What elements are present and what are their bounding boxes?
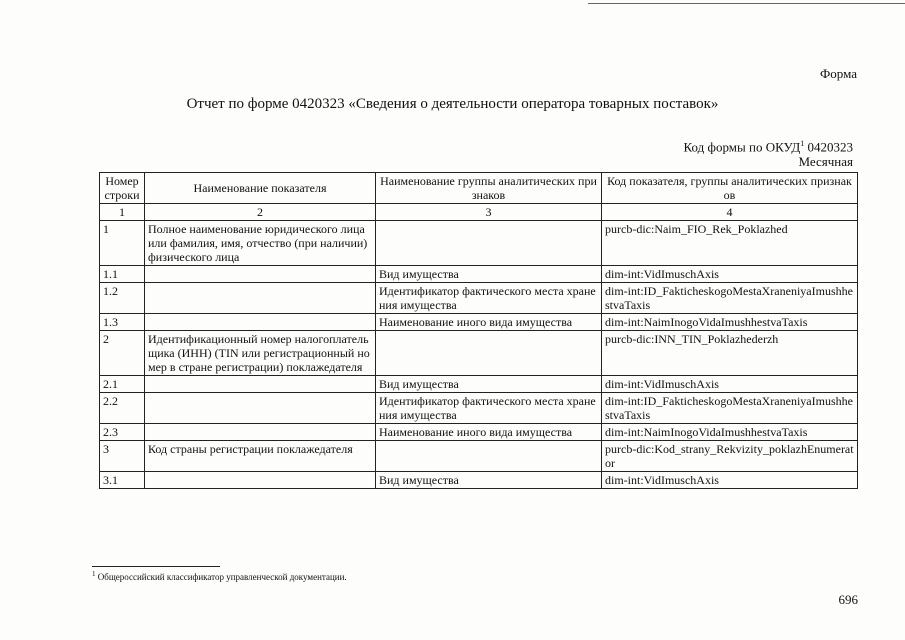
indicator-name: Полное наименование юридического лица или фамилия, имя, отчество (при наличии) физического лица	[145, 221, 376, 266]
row-number: 2.2	[100, 393, 145, 424]
column-number: 3	[376, 204, 602, 221]
table-row	[100, 424, 858, 441]
column-numbers-row	[100, 204, 858, 221]
header-row-number: Номер строки	[100, 173, 145, 204]
okud-label: Код формы по ОКУД	[683, 139, 801, 155]
footnote	[92, 570, 347, 582]
row-number: 2	[100, 331, 145, 376]
indicator-code: dim-int:ID_FakticheskogoMestaXraneniyaImushhestvaTaxis	[602, 393, 858, 424]
indicator-code: purcb-dic:INN_TIN_Poklazhederzh	[602, 331, 858, 376]
indicator-name	[145, 314, 376, 331]
row-number: 1.1	[100, 266, 145, 283]
okud-footnote-ref: 1	[800, 139, 805, 148]
table-row	[100, 441, 858, 472]
indicator-code: dim-int:VidImuschAxis	[602, 266, 858, 283]
indicator-name	[145, 393, 376, 424]
row-number: 1.3	[100, 314, 145, 331]
group-name: Вид имущества	[376, 472, 602, 489]
group-name: Идентификатор фактического места хранения имущества	[376, 283, 602, 314]
column-number: 1	[100, 204, 145, 221]
table-row	[100, 283, 858, 314]
okud-code: 0420323	[807, 139, 853, 155]
table-row	[100, 376, 858, 393]
group-name	[376, 331, 602, 376]
indicator-name	[145, 283, 376, 314]
page-number: 696	[838, 592, 858, 607]
table-row	[100, 314, 858, 331]
footnote-marker: 1	[92, 570, 96, 578]
row-number: 2.3	[100, 424, 145, 441]
header-indicator-name: Наименование показателя	[145, 173, 376, 204]
indicator-code: purcb-dic:Kod_strany_Rekvizity_poklazhEnumerator	[602, 441, 858, 472]
row-number: 3.1	[100, 472, 145, 489]
indicator-code: dim-int:ID_FakticheskogoMestaXraneniyaImushhestvaTaxis	[602, 283, 858, 314]
table-row	[100, 221, 858, 266]
indicator-name: Идентификационный номер налогоплательщика (ИНН) (TIN или регистрационный номер в стране регистрации) поклажедателя	[145, 331, 376, 376]
row-number: 3	[100, 441, 145, 472]
indicator-code: dim-int:NaimInogoVidaImushhestvaTaxis	[602, 424, 858, 441]
column-number: 2	[145, 204, 376, 221]
table-row	[100, 266, 858, 283]
indicator-code: dim-int:VidImuschAxis	[602, 472, 858, 489]
row-number: 1.2	[100, 283, 145, 314]
top-rule	[588, 3, 905, 4]
group-name	[376, 221, 602, 266]
group-name: Вид имущества	[376, 376, 602, 393]
indicator-code: dim-int:NaimInogoVidaImushhestvaTaxis	[602, 314, 858, 331]
okud-line	[684, 136, 853, 154]
table-row	[100, 331, 858, 376]
indicator-code: dim-int:VidImuschAxis	[602, 376, 858, 393]
indicator-name	[145, 472, 376, 489]
group-name: Идентификатор фактического места хранения имущества	[376, 393, 602, 424]
group-name: Вид имущества	[376, 266, 602, 283]
indicator-name	[145, 424, 376, 441]
header-code: Код показателя, группы аналитических признаков	[602, 173, 858, 204]
indicator-name	[145, 376, 376, 393]
row-number: 2.1	[100, 376, 145, 393]
okud-block	[684, 136, 853, 169]
column-number: 4	[602, 204, 858, 221]
indicator-name: Код страны регистрации поклажедателя	[145, 441, 376, 472]
group-name	[376, 441, 602, 472]
report-period: Месячная	[798, 154, 853, 170]
table-row	[100, 472, 858, 489]
form-label: Форма	[820, 66, 857, 81]
header-row	[100, 173, 858, 204]
page-title: Отчет по форме 0420323 «Сведения о деятельности оператора товарных поставок»	[186, 96, 719, 112]
indicator-name	[145, 266, 376, 283]
footnote-divider	[92, 566, 220, 567]
table-row	[100, 393, 858, 424]
header-group-name: Наименование группы аналитических признаков	[376, 173, 602, 204]
group-name: Наименование иного вида имущества	[376, 314, 602, 331]
report-table	[99, 172, 858, 489]
indicator-code: purcb-dic:Naim_FIO_Rek_Poklazhed	[602, 221, 858, 266]
footnote-text: Общероссийский классификатор управленческой документации.	[97, 572, 347, 582]
row-number: 1	[100, 221, 145, 266]
group-name: Наименование иного вида имущества	[376, 424, 602, 441]
